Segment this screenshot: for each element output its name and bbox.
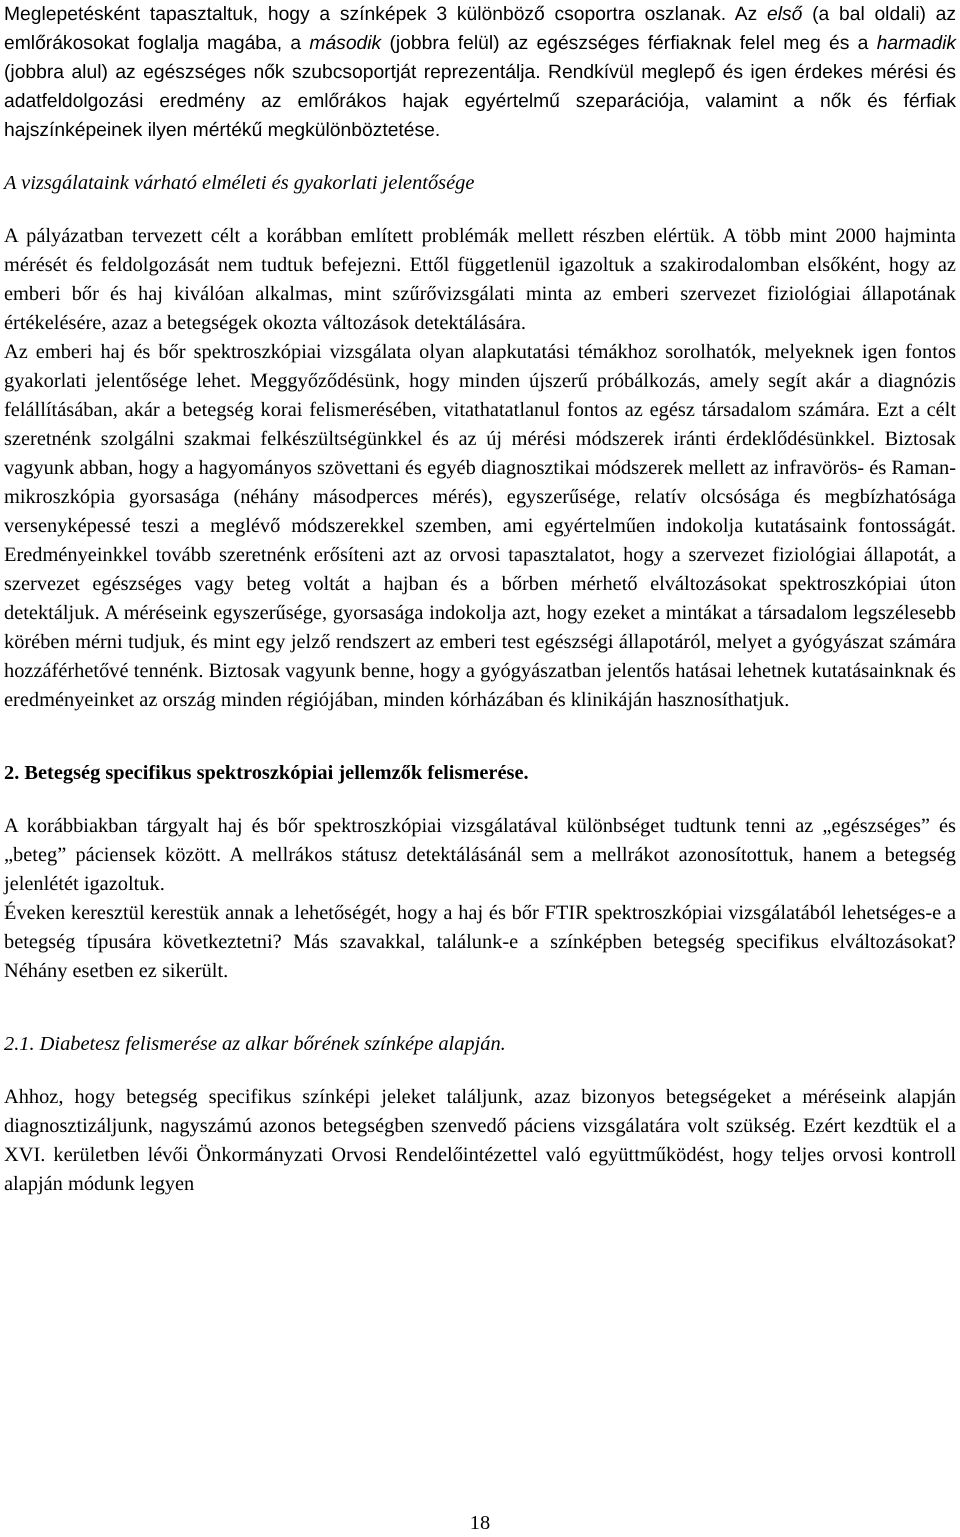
emphasis-third: harmadik <box>876 33 956 54</box>
paragraph-goals-achieved: A pályázatban tervezett célt a korábban említett problémák mellett részben elértük. A több mint 2000 hajminta mérését és feldolgozását nem tudtuk befejezni. Ettől függetlenül igazoltuk a szakirodalomban elsőként, hogy az emberi bőr és haj kiválóan alkalmas, mint szűrővizsgálati minta az emberi szervezet fiziológiai állapotának értékelésére, azaz a betegségek okozta változások detektálására. <box>4 225 956 334</box>
paragraph-healthy-vs-sick: A korábbiakban tárgyalt haj és bőr spektroszkópiai vizsgálatával különbséget tudtunk tenni az „egészséges” és „beteg” páciensek között. A mellrákos státusz detektálásánál sem a mellrákot azonosítottuk, hanem a betegség jelenlétét igazoltuk. <box>4 815 956 895</box>
section-heading-disease-specific: 2. Betegség specifikus spektroszkópiai jellemzők felismerése. <box>4 762 529 784</box>
emphasis-second: második <box>309 33 382 54</box>
emphasis-first: első <box>767 4 803 25</box>
text-run: (jobbra felül) az egészséges férfiaknak felel meg és a <box>381 33 877 54</box>
text-run: (a bal oldali) az emlőrákosokat foglalja magába, a <box>4 4 957 54</box>
section-heading-diabetes: 2.1. Diabetesz felismerése az alkar bőrének színképe alapján. <box>4 1033 506 1055</box>
section-heading-significance: A vizsgálataink várható elméleti és gyakorlati jelentősége <box>4 172 475 194</box>
paragraph-significance-details: Az emberi haj és bőr spektroszkópiai vizsgálata olyan alapkutatási témákhoz sorolhatók, melyeknek igen fontos gyakorlati jelentősége lehet. Meggyőződésünk, hogy minden újszerű próbálkozás, amely segít akár a diagnózis felállításában, akár a betegség korai felismerésében, vitathatatlanul fontos az egész társadalom számára. Ezt a célt szeretnénk szolgálni szakmai felkészültségünkkel és az új mérési módszerek iránti érdeklődésünkkel. Biztosak vagyunk abban, hogy a hagyományos szövettani és egyéb diagnosztikai módszerek mellett az infravörös- és Raman-mikroszkópia gyorsasága (néhány másodperces mérés), egyszerűsége, relatív olcsósága és megbízhatósága versenyképessé teszi a meglévő módszerekkel szemben, ami egyértelműen indokolja kutatásaink fontosságát. Eredményeinkkel tovább szeretnénk erősíteni azt az orvosi tapasztalatot, hogy a szervezet fiziológiai állapotát, a szervezet egészséges vagy beteg voltát a hajban és a bőrben mérhető elváltozásokat spektroszkópiai úton detektáljuk. A méréseink egyszerűsége, gyorsasága indokolja azt, hogy ezeket a mintákat a társadalom legszélesebb körében mérni tudjuk, és mint egy jelző rendszert az emberi test egészségi állapotáról, melyet a gyógyászat számára hozzáférhetővé tennénk. Biztosak vagyunk benne, hogy a gyógyászatban jelentős hatásai lehetnek kutatásainknak és eredményeinket az ország minden régiójában, minden kórházában és klinikáján hasznosíthatjuk. <box>4 341 956 711</box>
paragraph-diabetes-study: Ahhoz, hogy betegség specifikus színképi jeleket találjunk, azaz bizonyos betegségeket a méréseink alapján diagnosztizáljunk, nagyszámú azonos betegségben szenvedő páciens vizsgálatára volt szükség. Ezért kezdtük el a XVI. kerületben lévői Önkormányzati Orvosi Rendelőintézettel való együttműködést, hogy teljes orvosi kontroll alapján módunk legyen <box>4 1086 956 1195</box>
page-number: 18 <box>469 1512 491 1534</box>
text-run: (jobbra alul) az egészséges nők szubcsoportját reprezentálja. Rendkívül meglepő és igen érdekes mérési és adatfeldolgozási eredmény az emlőrákos hajak egyértelmű szeparációja, valamint a nők és férfiak hajszínképeinek ilyen mértékű megkülönböztetése. <box>4 62 956 141</box>
paragraph-results-summary <box>4 0 956 145</box>
paragraph-ftir-search: Éveken keresztül kerestük annak a lehetőségét, hogy a haj és bőr FTIR spektroszkópiai vizsgálatából lehetséges-e a betegség típusára következtetni? Más szavakkal, találunk-e a színképben betegség specifikus elváltozásokat? Néhány esetben ez sikerült. <box>4 902 956 982</box>
text-run: Meglepetésként tapasztaltuk, hogy a színképek 3 különböző csoportra oszlanak. Az <box>4 4 767 25</box>
